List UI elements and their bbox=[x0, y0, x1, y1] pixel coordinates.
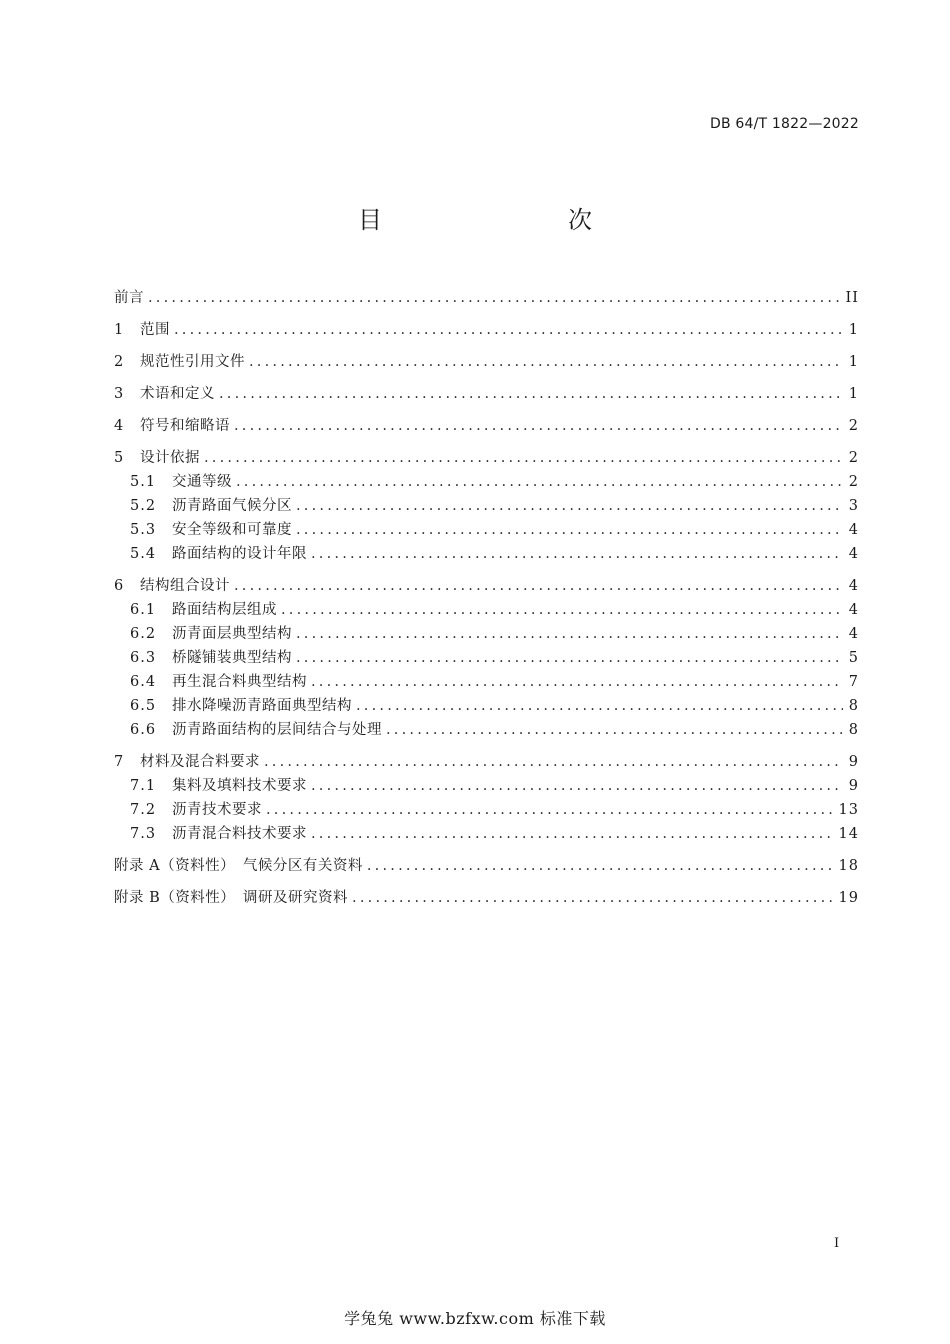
standard-code: DB 64/T 1822—2022 bbox=[709, 116, 859, 132]
toc-entry-6-4[interactable] bbox=[114, 670, 859, 694]
toc-entry-number: 5 bbox=[114, 450, 125, 466]
toc-entry-label: 结构组合设计 bbox=[140, 578, 230, 594]
toc-entry-label: 规范性引用文件 bbox=[140, 354, 245, 370]
toc-entry-3[interactable] bbox=[114, 382, 859, 406]
dot-leader bbox=[148, 286, 840, 310]
toc-entry-label: 材料及混合料要求 bbox=[140, 754, 260, 770]
toc-entry-number: 5.1 bbox=[130, 474, 157, 490]
toc-entry-label: 沥青路面气候分区 bbox=[172, 498, 292, 514]
toc-entry-foreword[interactable] bbox=[114, 286, 859, 310]
toc-entry-number: 7 bbox=[114, 754, 125, 770]
toc-entry-label: 设计依据 bbox=[140, 450, 200, 466]
toc-entry-label: 集料及填料技术要求 bbox=[172, 778, 307, 794]
toc-entry-number: 4 bbox=[114, 418, 125, 434]
dot-leader bbox=[249, 350, 843, 374]
toc-entry-number: 6.4 bbox=[130, 674, 157, 690]
toc-entry-5-1[interactable] bbox=[114, 470, 859, 494]
toc-entry-5-2[interactable] bbox=[114, 494, 859, 518]
toc-entry-page: 4 bbox=[848, 522, 859, 538]
toc-entry-page: 8 bbox=[848, 722, 859, 738]
toc-entry-page: 18 bbox=[838, 858, 859, 874]
dot-leader bbox=[296, 494, 843, 518]
toc-entry-appendix-a[interactable] bbox=[114, 854, 859, 878]
toc-entry-label: 沥青面层典型结构 bbox=[172, 626, 292, 642]
dot-leader bbox=[174, 318, 843, 342]
toc-entry-page: 1 bbox=[848, 354, 859, 370]
toc-entry-7-1[interactable] bbox=[114, 774, 859, 798]
toc-entry-number: 6.2 bbox=[130, 626, 157, 642]
toc-entry-page: 2 bbox=[848, 474, 859, 490]
toc-entry-6-2[interactable] bbox=[114, 622, 859, 646]
toc-entry-number: 6 bbox=[114, 578, 125, 594]
toc-entry-5[interactable] bbox=[114, 446, 859, 470]
toc-entry-number: 6.5 bbox=[130, 698, 157, 714]
toc-entry-5-4[interactable] bbox=[114, 542, 859, 566]
footer-watermark-text: 学兔兔 www.bzfxw.com 标准下载 bbox=[344, 1309, 606, 1328]
toc-entry-label: 沥青技术要求 bbox=[172, 802, 262, 818]
toc-entry-number: 7.3 bbox=[130, 826, 157, 842]
toc-entry-label: 安全等级和可靠度 bbox=[172, 522, 292, 538]
toc-entry-page: 1 bbox=[848, 386, 859, 402]
toc-entry-number: 5.3 bbox=[130, 522, 157, 538]
toc-entry-label: 沥青混合料技术要求 bbox=[172, 826, 307, 842]
toc-entry-page: 2 bbox=[848, 450, 859, 466]
toc-entry-label: 前言 bbox=[114, 290, 144, 306]
dot-leader bbox=[281, 598, 843, 622]
toc-entry-number: 6.6 bbox=[130, 722, 157, 738]
dot-leader bbox=[386, 718, 843, 742]
dot-leader bbox=[352, 886, 833, 910]
toc-entry-1[interactable] bbox=[114, 318, 859, 342]
toc-entry-number: 6.1 bbox=[130, 602, 157, 618]
toc-entry-label: 路面结构层组成 bbox=[172, 602, 277, 618]
toc-entry-number: 6.3 bbox=[130, 650, 157, 666]
toc-entry-7-3[interactable] bbox=[114, 822, 859, 846]
toc-entry-page: 4 bbox=[848, 602, 859, 618]
toc-entry-label: 术语和定义 bbox=[140, 386, 215, 402]
dot-leader bbox=[219, 382, 843, 406]
toc-entry-label: 交通等级 bbox=[172, 474, 232, 490]
dot-leader bbox=[234, 574, 843, 598]
toc-entry-number: 5.4 bbox=[130, 546, 157, 562]
toc-entry-label: 桥隧铺装典型结构 bbox=[172, 650, 292, 666]
toc-entry-page: 1 bbox=[848, 322, 859, 338]
toc-entry-7[interactable] bbox=[114, 750, 859, 774]
toc-entry-page: 19 bbox=[838, 890, 859, 906]
toc-entry-page: 2 bbox=[848, 418, 859, 434]
toc-entry-label: 再生混合料典型结构 bbox=[172, 674, 307, 690]
toc-entry-page: 3 bbox=[848, 498, 859, 514]
toc-entry-page: 13 bbox=[838, 802, 859, 818]
toc-entry-label: 附录 B（资料性） 调研及研究资料 bbox=[114, 890, 349, 906]
toc-entry-page: 4 bbox=[848, 578, 859, 594]
toc-entry-page: 4 bbox=[848, 546, 859, 562]
toc-entry-number: 1 bbox=[114, 322, 125, 338]
dot-leader bbox=[264, 750, 843, 774]
dot-leader bbox=[311, 774, 843, 798]
page-title: 目 次 bbox=[358, 206, 638, 234]
toc-entry-number: 7.1 bbox=[130, 778, 157, 794]
dot-leader bbox=[296, 622, 843, 646]
toc-entry-number: 3 bbox=[114, 386, 125, 402]
dot-leader bbox=[367, 854, 833, 878]
toc-entry-number: 2 bbox=[114, 354, 125, 370]
dot-leader bbox=[356, 694, 843, 718]
toc-entry-6-6[interactable] bbox=[114, 718, 859, 742]
toc-entry-page: 9 bbox=[848, 778, 859, 794]
toc-entry-page: 9 bbox=[848, 754, 859, 770]
toc-entry-6[interactable] bbox=[114, 574, 859, 598]
toc-entry-label: 沥青路面结构的层间结合与处理 bbox=[172, 722, 382, 738]
dot-leader bbox=[236, 470, 843, 494]
toc-entry-2[interactable] bbox=[114, 350, 859, 374]
toc-entry-5-3[interactable] bbox=[114, 518, 859, 542]
toc-entry-number: 7.2 bbox=[130, 802, 157, 818]
toc-entry-6-1[interactable] bbox=[114, 598, 859, 622]
dot-leader bbox=[311, 542, 843, 566]
toc-entry-6-3[interactable] bbox=[114, 646, 859, 670]
toc-entry-page: 5 bbox=[848, 650, 859, 666]
toc-entry-label: 排水降噪沥青路面典型结构 bbox=[172, 698, 352, 714]
toc-entry-4[interactable] bbox=[114, 414, 859, 438]
toc-entry-page: 4 bbox=[848, 626, 859, 642]
toc-entry-page: 8 bbox=[848, 698, 859, 714]
dot-leader bbox=[266, 798, 833, 822]
page-number: I bbox=[834, 1236, 840, 1251]
toc-entry-7-2[interactable] bbox=[114, 798, 859, 822]
dot-leader bbox=[296, 646, 843, 670]
toc-entry-page: II bbox=[845, 290, 859, 306]
dot-leader bbox=[234, 414, 843, 438]
toc-entry-label: 符号和缩略语 bbox=[140, 418, 230, 434]
dot-leader bbox=[204, 446, 843, 470]
toc-entry-number: 5.2 bbox=[130, 498, 157, 514]
dot-leader bbox=[296, 518, 843, 542]
toc-entry-page: 7 bbox=[848, 674, 859, 690]
toc-entry-page: 14 bbox=[838, 826, 859, 842]
dot-leader bbox=[311, 822, 833, 846]
table-of-contents bbox=[114, 286, 859, 910]
toc-entry-label: 范围 bbox=[140, 322, 170, 338]
dot-leader bbox=[311, 670, 843, 694]
toc-entry-label: 路面结构的设计年限 bbox=[172, 546, 307, 562]
toc-entry-label: 附录 A（资料性） 气候分区有关资料 bbox=[114, 858, 363, 874]
toc-entry-appendix-b[interactable] bbox=[114, 886, 859, 910]
toc-entry-6-5[interactable] bbox=[114, 694, 859, 718]
